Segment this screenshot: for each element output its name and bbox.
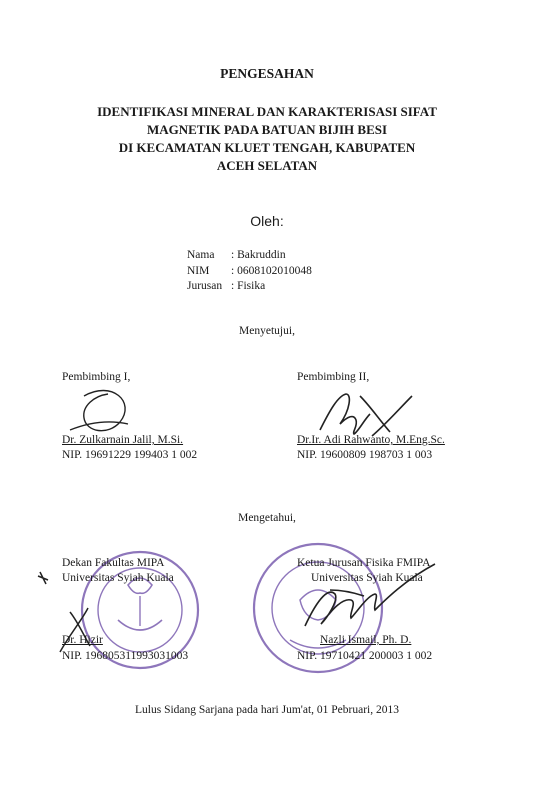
jurusan-value: : Fisika	[231, 280, 266, 292]
title-line-3: DI KECAMATAN KLUET TENGAH, KABUPATEN	[118, 140, 416, 155]
mengetahui-label: Mengetahui,	[238, 512, 296, 524]
ketua-nip: NIP. 19710421 200003 1 002	[297, 650, 433, 662]
dekan-role-line2: Universitas Syiah Kuala	[62, 572, 174, 584]
dekan-name: Dr. Hizir	[62, 634, 103, 646]
jurusan-label: Jurusan	[187, 280, 223, 292]
menyetujui-label: Menyetujui,	[239, 325, 295, 337]
dekan-role-line1: Dekan Fakultas MIPA	[62, 557, 165, 569]
nama-value: : Bakruddin	[231, 249, 286, 261]
oleh-label: Oleh:	[250, 213, 284, 229]
pembimbing1-name: Dr. Zulkarnain Jalil, M.Si.	[62, 434, 184, 446]
dekan-nip: NIP. 196805311993031003	[62, 650, 189, 662]
title-line-1: IDENTIFIKASI MINERAL DAN KARAKTERISASI SIFAT	[97, 104, 437, 119]
title-line-4: ACEH SELATAN	[216, 158, 318, 173]
graduation-date: Lulus Sidang Sarjana pada hari Jum'at, 01 Pebruari, 2013	[135, 704, 399, 716]
nim-label: NIM	[187, 264, 210, 277]
pembimbing2-nip: NIP. 19600809 198703 1 003	[297, 449, 433, 461]
pembimbing1-role: Pembimbing I,	[62, 371, 131, 383]
ketua-name: Nazli Ismail, Ph. D.	[320, 634, 412, 646]
ketua-role-line2: Universitas Syiah Kuala	[311, 572, 423, 584]
signature-pembimbing2	[320, 394, 412, 436]
ketua-role-line1: Ketua Jurusan Fisika FMIPA	[297, 557, 431, 569]
signature-pembimbing1	[70, 390, 128, 430]
title-line-2: MAGNETIK PADA BATUAN BIJIH BESI	[146, 122, 388, 137]
pembimbing1-nip: NIP. 19691229 199403 1 002	[62, 449, 198, 461]
page-heading: PENGESAHAN	[220, 66, 314, 81]
nim-value: : 0608102010048	[231, 264, 312, 277]
pembimbing2-role: Pembimbing II,	[297, 371, 370, 383]
nama-label: Nama	[187, 249, 215, 261]
pembimbing2-name: Dr.Ir. Adi Rahwanto, M.Eng.Sc.	[297, 434, 445, 446]
